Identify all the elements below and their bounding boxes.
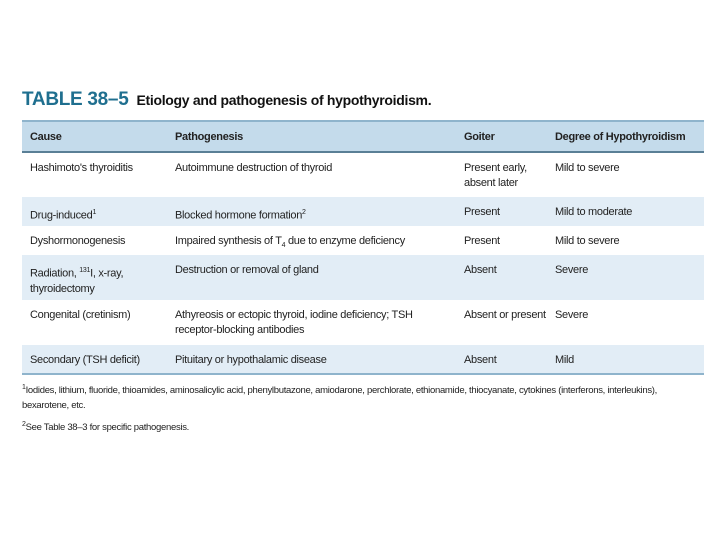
- cell-cause: Congenital (cretinism): [30, 309, 131, 321]
- cell-cause: [22, 255, 167, 300]
- footnote: [22, 380, 706, 413]
- header-cause: Cause: [22, 121, 167, 152]
- footnotes: [22, 380, 706, 439]
- table-row: [22, 152, 704, 197]
- footnote-ref: 1: [92, 209, 97, 216]
- table-row: [22, 226, 704, 255]
- cell-goiter: Absent: [456, 255, 547, 300]
- cell-pathogenesis: [167, 197, 456, 226]
- cell-pathogenesis: Athyreosis or ectopic thyroid, iodine deficiency; TSH receptor-blocking antibodies: [175, 309, 413, 336]
- cell-goiter: Absent or present: [464, 309, 546, 321]
- etiology-table: [22, 120, 704, 375]
- cell-degree: Severe: [547, 255, 704, 300]
- cause-text: Radiation,: [30, 267, 80, 280]
- isotope-superscript: 131: [79, 267, 91, 274]
- cell-cause: Dyshormonogenesis: [30, 235, 126, 247]
- subscript: 4: [281, 242, 286, 250]
- footnote-text: See Table 38–3 for specific pathogenesis.: [25, 422, 189, 434]
- footnote: [22, 417, 706, 435]
- header-goiter: Goiter: [456, 121, 547, 152]
- cause-text: Drug-induced: [30, 209, 93, 222]
- cell-cause: Secondary (TSH deficit): [22, 345, 167, 374]
- cell-goiter: Present early, absent later: [464, 162, 527, 189]
- footnote-text: Iodides, lithium, fluoride, thioamides, aminosalicylic acid, phenylbutazone, amiodarone, perchlorate, ethionamide, thiocyanate, cytokines (interferons, interleukins), bexarotene, etc.: [22, 385, 657, 412]
- table-title: [22, 89, 431, 111]
- cell-degree: Severe: [555, 309, 589, 321]
- cell-cause: Hashimoto's thyroiditis: [30, 162, 133, 174]
- cell-pathogenesis: Autoimmune destruction of thyroid: [175, 162, 333, 174]
- cell-degree: Mild: [547, 345, 704, 374]
- cause-text: I, x-ray, thyroidectomy: [30, 267, 124, 295]
- table-row: [22, 255, 704, 300]
- cell-goiter: Present: [464, 235, 500, 247]
- cell-degree: Mild to severe: [555, 162, 620, 174]
- cell-degree: Mild to severe: [555, 235, 620, 247]
- header-row: [22, 121, 704, 152]
- table-row: [22, 197, 704, 226]
- cell-goiter: Present: [456, 197, 547, 226]
- table-row: [22, 345, 704, 374]
- cell-cause: [22, 197, 167, 226]
- footnote-mark: 1: [22, 384, 26, 391]
- pathogenesis-text: Impaired synthesis of T: [175, 235, 282, 247]
- table-number: TABLE 38–5: [22, 89, 129, 110]
- pathogenesis-text: due to enzyme deficiency: [285, 235, 405, 247]
- footnote-ref: 2: [302, 209, 306, 216]
- table-caption: Etiology and pathogenesis of hypothyroidism.: [136, 92, 432, 108]
- cell-degree: Mild to moderate: [547, 197, 704, 226]
- footnote-mark: 2: [22, 421, 26, 429]
- cell-pathogenesis: [167, 226, 456, 255]
- table-row: [22, 300, 704, 345]
- cell-pathogenesis: Pituitary or hypothalamic disease: [167, 345, 456, 374]
- header-degree: Degree of Hypothyroidism: [547, 121, 704, 152]
- header-pathogenesis: Pathogenesis: [167, 121, 456, 152]
- cell-goiter: Absent: [456, 345, 547, 374]
- pathogenesis-text: Blocked hormone formation: [175, 209, 303, 222]
- cell-pathogenesis: Destruction or removal of gland: [167, 255, 456, 300]
